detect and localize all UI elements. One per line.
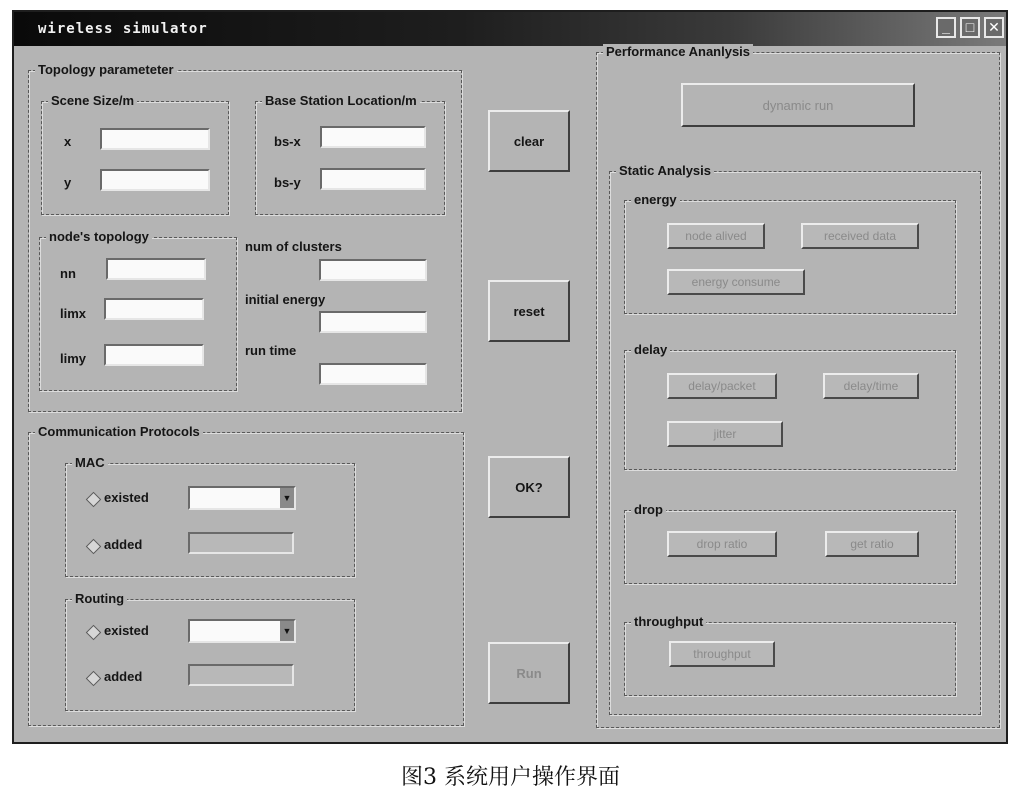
scene-size-legend: Scene Size/m [48, 93, 137, 108]
throughput-group [624, 614, 956, 696]
runtime-label: run time [245, 343, 297, 358]
mac-added-radio[interactable] [86, 539, 102, 555]
mac-existed-radio[interactable] [86, 492, 102, 508]
drop-group [624, 502, 956, 584]
y-input[interactable] [100, 169, 210, 191]
protocols-group [28, 424, 464, 726]
delay-group [624, 342, 956, 470]
reset-button[interactable]: reset [488, 280, 570, 342]
nn-input[interactable] [106, 258, 206, 280]
run-button[interactable]: Run [488, 642, 570, 704]
limy-label: limy [60, 351, 87, 366]
received-data-button[interactable]: received data [801, 223, 919, 249]
limx-label: limx [60, 306, 87, 321]
node-alived-button[interactable]: node alived [667, 223, 765, 249]
routing-added-radio[interactable] [86, 671, 102, 687]
performance-group [596, 44, 1000, 728]
x-label: x [64, 134, 72, 149]
topology-legend: Topology parameteter [35, 62, 177, 77]
routing-existed-select[interactable] [188, 619, 296, 643]
delay-legend: delay [631, 342, 670, 357]
window-title: wireless simulator [38, 21, 208, 37]
y-label: y [64, 175, 72, 190]
app-window [12, 10, 1008, 744]
routing-legend: Routing [72, 591, 127, 606]
base-station-legend: Base Station Location/m [262, 93, 420, 108]
clusters-label: num of clusters [245, 239, 342, 254]
x-input[interactable] [100, 128, 210, 150]
drop-ratio-button[interactable]: drop ratio [667, 531, 777, 557]
delay-time-button[interactable]: delay/time [823, 373, 919, 399]
mac-existed-label: existed [104, 490, 149, 505]
drop-legend: drop [631, 502, 666, 517]
minimize-button[interactable]: _ [936, 17, 956, 38]
bs-x-label: bs-x [274, 134, 301, 149]
routing-added-label: added [104, 669, 143, 684]
clusters-input[interactable] [319, 259, 427, 281]
get-ratio-button[interactable]: get ratio [825, 531, 919, 557]
dynamic-run-button[interactable]: dynamic run [681, 83, 915, 127]
chevron-down-icon: ▼ [280, 621, 294, 641]
mac-group [65, 455, 355, 577]
run-time-input[interactable] [319, 363, 427, 385]
energy-label: initial energy [245, 292, 326, 307]
performance-legend: Performance Ananlysis [603, 44, 753, 59]
mac-existed-select[interactable] [188, 486, 296, 510]
topology-group [28, 62, 462, 412]
routing-added-input[interactable] [188, 664, 294, 686]
bs-y-label: bs-y [274, 175, 301, 190]
limx-input[interactable] [104, 298, 204, 320]
maximize-button[interactable]: □ [960, 17, 980, 38]
mac-added-label: added [104, 537, 143, 552]
clear-button[interactable]: clear [488, 110, 570, 172]
protocols-legend: Communication Protocols [35, 424, 203, 439]
close-button[interactable]: ✕ [984, 17, 1004, 38]
chevron-down-icon: ▼ [280, 488, 294, 508]
mac-legend: MAC [72, 455, 108, 470]
bs-x-input[interactable] [320, 126, 426, 148]
routing-group [65, 591, 355, 711]
node-topology-legend: node's topology [46, 229, 152, 244]
routing-existed-label: existed [104, 623, 149, 638]
routing-existed-radio[interactable] [86, 625, 102, 641]
throughput-button[interactable]: throughput [669, 641, 775, 667]
static-analysis-group [609, 163, 981, 715]
limy-input[interactable] [104, 344, 204, 366]
scene-size-group [41, 93, 229, 215]
energy-consume-button[interactable]: energy consume [667, 269, 805, 295]
initial-energy-input[interactable] [319, 311, 427, 333]
bs-y-input[interactable] [320, 168, 426, 190]
energy-group [624, 192, 956, 314]
title-bar[interactable] [14, 12, 1006, 46]
jitter-button[interactable]: jitter [667, 421, 783, 447]
figure-caption: 图3 系统用户操作界面 [401, 765, 620, 790]
base-station-group [255, 93, 445, 215]
ok-button[interactable]: OK? [488, 456, 570, 518]
static-analysis-legend: Static Analysis [616, 163, 714, 178]
node-topology-group [39, 229, 237, 391]
energy-legend: energy [631, 192, 680, 207]
throughput-legend: throughput [631, 614, 706, 629]
mac-added-input[interactable] [188, 532, 294, 554]
delay-packet-button[interactable]: delay/packet [667, 373, 777, 399]
nn-label: nn [60, 266, 76, 281]
